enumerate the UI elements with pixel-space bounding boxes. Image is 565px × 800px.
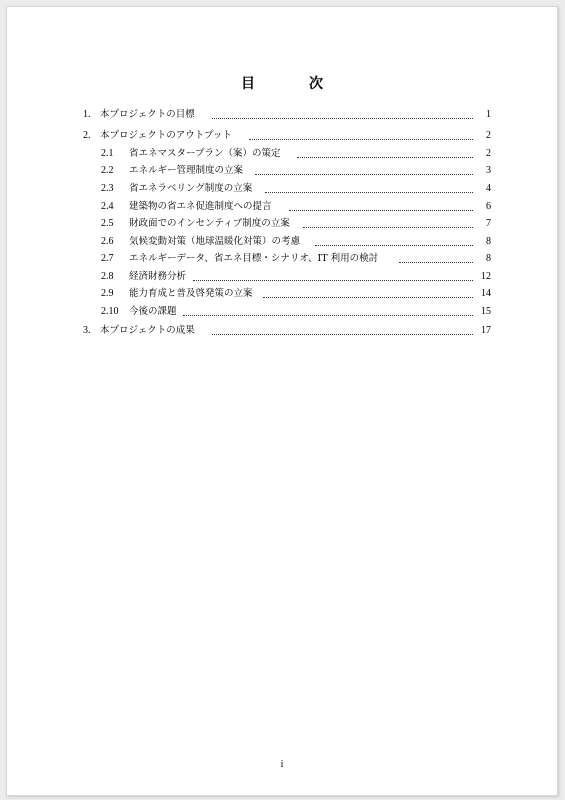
toc-entry[interactable]	[7, 306, 557, 317]
toc-number: 2.9	[101, 288, 114, 299]
toc-page-number: 1	[486, 109, 491, 120]
toc-text: 建築物の省エネ促進制度への提言	[129, 201, 272, 212]
dot-leader	[193, 280, 473, 281]
toc-number: 2.3	[101, 183, 114, 194]
toc-text: 財政面でのインセンティブ制度の立案	[129, 218, 290, 229]
toc-entry[interactable]	[7, 130, 557, 141]
toc-number: 2.10	[101, 306, 119, 317]
toc-text: 能力育成と普及啓発策の立案	[129, 288, 253, 299]
toc-entry[interactable]	[7, 288, 557, 299]
toc-entry[interactable]	[7, 271, 557, 282]
toc-page-number: 6	[486, 201, 491, 212]
dot-leader	[255, 174, 473, 175]
toc-entry[interactable]	[7, 109, 557, 120]
toc-number: 2.8	[101, 271, 114, 282]
toc-entry[interactable]	[7, 201, 557, 212]
toc-number: 1.	[83, 109, 91, 120]
toc-text: エネルギーデータ、省エネ目標・シナリオ、IT 利用の検討	[129, 253, 379, 264]
toc-text: エネルギー管理制度の立案	[129, 165, 244, 176]
toc-entry[interactable]	[7, 236, 557, 247]
dot-leader	[289, 210, 473, 211]
dot-leader	[265, 192, 473, 193]
dot-leader	[249, 139, 473, 140]
toc-page-number: 2	[486, 148, 491, 159]
toc-text: 今後の課題	[129, 306, 177, 317]
dot-leader	[212, 334, 473, 335]
toc-page-number: 8	[486, 253, 491, 264]
dot-leader	[263, 297, 473, 298]
toc-text: 気候変動対策（地球温暖化対策）の考慮	[129, 236, 301, 247]
toc-page-number: 8	[486, 236, 491, 247]
dot-leader	[303, 227, 473, 228]
toc-number: 2.7	[101, 253, 114, 264]
toc-entry[interactable]	[7, 218, 557, 229]
toc-number: 2.5	[101, 218, 114, 229]
dot-leader	[297, 157, 473, 158]
page-number-footer: i	[280, 759, 284, 770]
toc-page-number: 7	[486, 218, 491, 229]
toc-text: 本プロジェクトのアウトプット	[100, 130, 232, 141]
dot-leader	[315, 245, 473, 246]
toc-page-number: 4	[486, 183, 491, 194]
toc-text: 本プロジェクトの成果	[100, 325, 195, 336]
toc-page-number: 12	[481, 271, 491, 282]
toc-number: 2.4	[101, 201, 114, 212]
toc-number: 2.2	[101, 165, 114, 176]
document-page	[6, 6, 558, 796]
toc-page-number: 2	[486, 130, 491, 141]
dot-leader	[399, 262, 473, 263]
toc-entry[interactable]	[7, 325, 557, 336]
toc-text: 省エネマスタープラン（案）の策定	[129, 148, 281, 159]
dot-leader	[212, 118, 473, 119]
toc-number: 3.	[83, 325, 91, 336]
toc-entry[interactable]	[7, 165, 557, 176]
toc-text: 省エネラベリング制度の立案	[129, 183, 253, 194]
toc-page-number: 17	[481, 325, 491, 336]
toc-number: 2.	[83, 130, 91, 141]
toc-entry[interactable]	[7, 183, 557, 194]
toc-entry[interactable]	[7, 148, 557, 159]
toc-page-number: 3	[486, 165, 491, 176]
dot-leader	[183, 315, 473, 316]
toc-page-number: 15	[481, 306, 491, 317]
toc-page-number: 14	[481, 288, 491, 299]
page-title: 目 次	[241, 76, 343, 92]
toc-text: 経済財務分析	[129, 271, 187, 282]
toc-entry[interactable]	[7, 253, 557, 264]
toc-text: 本プロジェクトの目標	[100, 109, 195, 120]
toc-number: 2.6	[101, 236, 114, 247]
toc-number: 2.1	[101, 148, 114, 159]
